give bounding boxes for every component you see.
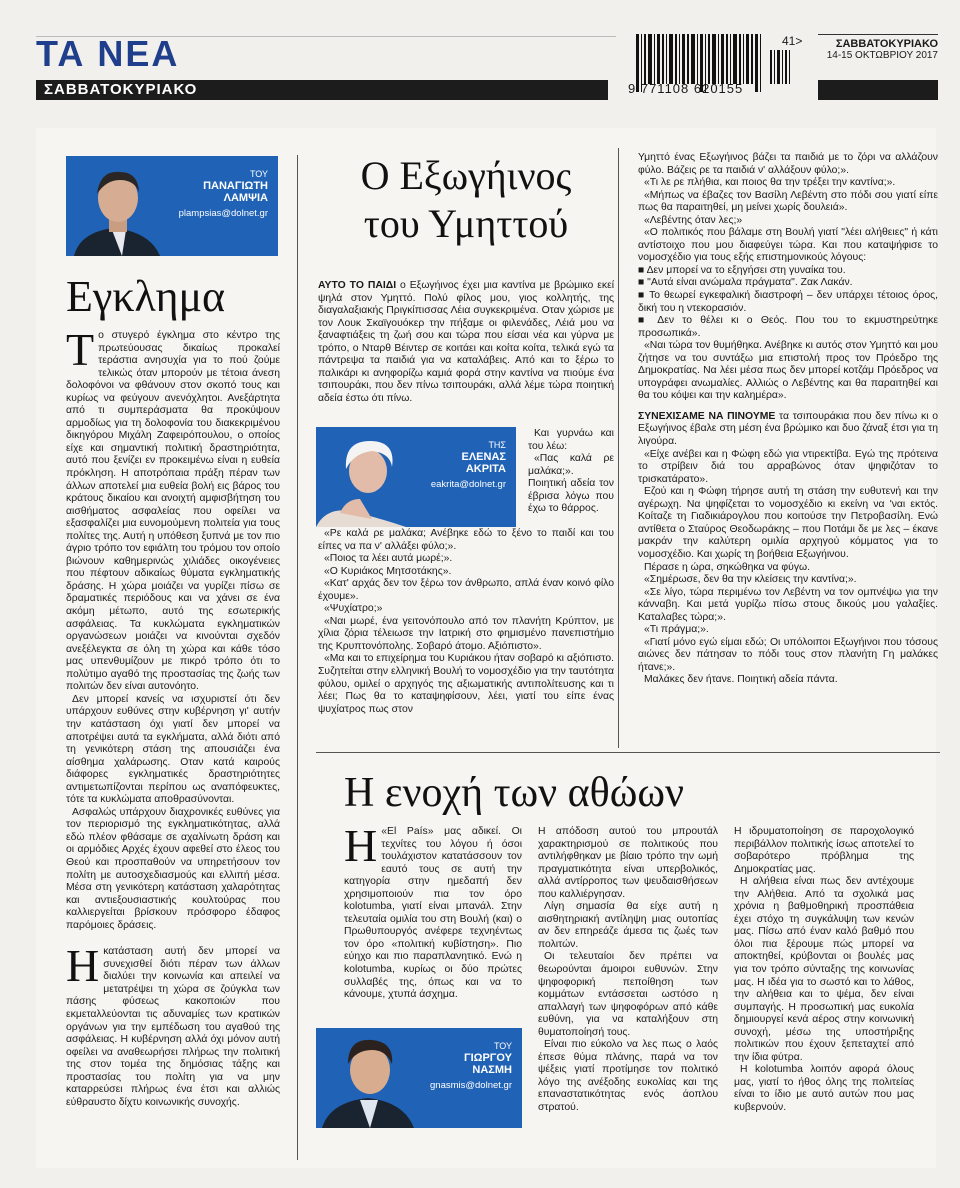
paragraph: Πέρασε η ώρα, σηκώθηκα να φύγω.	[644, 561, 811, 573]
paragraph: Η απόδοση αυτού του μπρουτάλ χαρακτηρισμού σε πολιτικούς που αντιλήφθηκαν με βίαιο τρόπο την ωμή πραγματικότητα είναι υπερβολικός, αλλά αντίρροπος των ψευδαισθήσεων που καλλιέργησαν.	[538, 826, 718, 900]
author-prefix: ΤΟΥ	[249, 169, 268, 179]
barcode-number: 9 771108 620155	[628, 81, 744, 96]
paragraph: Η kolotumba λοιπόν αφορά όλους μας, γιατί το ήθος όλης της πολιτείας είναι το ίδιο με αυτό αυτών που μας κυβερνούν.	[734, 1064, 914, 1114]
paragraph: «Είχε ανέβει και η Φώφη εδώ για ντιρεκτίβα. Εγώ της πρότεινα το στρίβειν διά του αρραβώνος όταν ψηφιζόταν το τρισκατάρατο».	[638, 448, 938, 485]
paragraph: «Σημέρωσε, δεν θα την κλείσεις την καντίνα;».	[644, 574, 857, 586]
bullet-item: ■ Δεν το θέλει κι ο Θεός. Που του το εκμυστηρεύτηκε προσωπικά».	[638, 315, 938, 339]
author-credit	[464, 1040, 512, 1076]
drop-cap: Η	[344, 826, 378, 871]
author-first-name: ΠΑΝΑΓΙΩΤΗ	[203, 180, 268, 192]
paragraph: «Ψυχίατρο;»	[324, 603, 383, 615]
author-prefix: ΤΗΣ	[488, 440, 506, 450]
author-last-name: ΛΑΜΨΙΑ	[223, 192, 268, 204]
article-body	[318, 528, 614, 716]
paragraph: Οι τελευταίοι δεν πρέπει να θεωρούνται άμοιροι ευθυνών. Στην ψηφοφορική πεποίθηση των κομμάτων εντάσσεται ωστόσο η απαλλαγή των ψηφοφόρων από κάθε ευθύνη, για να καταλήξουν στη θυματοποίησή τους.	[538, 951, 718, 1038]
article-body	[538, 826, 718, 1115]
paragraph-text: τα τσιπουράκια που δεν πίνω κι ο Εξωγήινος έβαλε στη μέση ένα βρώμικο και δυο ζάναξ έτσι για τη λιγούρα.	[638, 410, 938, 448]
author-email: gnasmis@dolnet.gr	[430, 1080, 512, 1091]
author-first-name: ΓΙΩΡΓΟΥ	[463, 1052, 512, 1064]
paragraph: «Λεβέντης όταν λες;»	[644, 214, 743, 226]
paragraph: Η αλήθεια είναι πως δεν αντέχουμε την Αλήθεια. Από τα σχολικά μας χρόνια η βαθμοθηρική προσπάθεια έχει στόχο τη συγκάλυψη των κενών μας. Πίσω από έναν καλό βαθμό που όλοι πια ξέρουμε πώς μπορεί να αποκτηθεί, κρύβονται οι βουλές μας για τον τρόπο σύνταξης της κοινωνίας μας. Η ιδέα για το σωστό και το λάθος, την αλήθεια και το ψέμα, δεν είναι συμπαγής. Η προσωπική μας ευκολία δημιουργεί κενά αέρος στην κοινωνική συνοχή, μέσω της υποστήριξης πολιτικών που έχουν ξεπεταχτεί από την ίδια φύτρα.	[734, 876, 914, 1063]
paragraph: Η ιδρυματοποίηση σε παροχολογικό περιβάλλον πολιτικής ίσως αποτελεί το σοβαρότερο πρόβλημα της Δημοκρατίας μας.	[734, 826, 914, 875]
article-body	[638, 152, 938, 687]
bullet-item: ■ Δεν μπορεί να το εξηγήσει στη γυναίκα του.	[638, 264, 846, 276]
paragraph: «Μήπως να έβαζες τον Βασίλη Λεβέντη στο πόδι σου γιατί είπε πως θα παραιτηθεί, μη μείνει χωρίς δουλειά».	[638, 189, 938, 214]
paragraph-text: ο Εξωγήινος έχει μια καντίνα με βρώμικο εκεί ψηλά στον Υμηττό. Πολύ φίλος μου, γιος κολλητής, της διαγαλαξιακής Πριγκίπισσας Λέια συγκεκριμένα. Οταν χώρισε με τον Λουκ Σκαϊγουόκερ την πήξαμε οι φιλενάδες, Λέιά μου να ξαναφτιάξεις τη ζωή σου και τώρα που είσαι νέα και γύρνα με τρόπο, ο Νταρθ Βέιντερ σε κοιτάει και κοίτα κοίτα, τελικά εγώ τα πάντρεψα τα παιδιά για να καταλάβεις. Από και το ξέρω το παλικάρι κι ανηφορίζω καμιά φορά στην καντίνα να πιούμε ένα τσιπουράκι, που δεν πίνω τσιπουράκι, αλλά λέμε τώρα ποιητική αδεία έστω ότι πίνω.	[318, 280, 614, 404]
paragraph: «Ναι τώρα τον θυμήθηκα. Ανέβηκε κι αυτός στον Υμηττό και μου ζήτησε να του συντάξω μια επιστολή προς τον Πρόεδρο της Δημοκρατίας. Να λέει μέσα πως δεν μπορεί κοτζάμ Πρόεδρος να υπογράφει ανωμαλίες. Αλλιώς ο Λεβέντης και θα παραιτηθεί και θα του κόψει και την καλημέρα».	[638, 340, 938, 402]
paragraph: «Ρε καλά ρε μαλάκα; Ανέβηκε εδώ το ξένο το παιδί και του είπες να πα ν' αλλάξει φύλο;».	[318, 528, 614, 552]
paragraph: «Πας καλά ρε μαλάκα;». Ποιητική αδεία τον έβρισα λόγω που έχω το θάρρος.	[528, 453, 614, 515]
paragraph: Λίγη σημασία θα είχε αυτή η αισθητηριακή αντίληψη μιας ουτοπίας αν δεν επηρεάζε άμεσα τις ζωές των πολιτών.	[538, 901, 718, 950]
edition-date: 14-15 ΟΚΤΩΒΡΙΟΥ 2017	[826, 50, 938, 61]
paragraph: Υμηττό ένας Εξωγήινος βάζει τα παιδιά με το ζόρι να αλλάζουν φύλο. Βάζεις ρε τα παιδιά ν' αλλάξουν φύλο;».	[638, 152, 938, 176]
author-photo	[316, 427, 426, 527]
paragraph	[318, 280, 614, 405]
paragraph: «Ο πολιτικός που βάλαμε στη Βουλή γιατί "λέει αλήθειες" ή κάτι αντίστοιχο που μου διαφεύγει τώρα. Και που καταψήφισε το νομοσχέδιο για τους εξής επιστημονικούς λόγους:	[638, 227, 938, 264]
paragraph: «Μα και το επιχείρημα του Κυριάκου ήταν σοβαρό κι αξιόπιστο. Συζητείται στην ελληνική Βουλή το νομοσχέδιο για την ταυτότητα φύλου, ομιλεί ο αρχηγός της αξιωματικής αντιπολίτευσης και τι λέει; Πως θα το καταψηφίσουν, λέει, γιατί του είπε ένας ψυχίατρος πως στον	[318, 653, 614, 715]
column-divider	[618, 148, 619, 748]
paragraph: «El País» μας αδικεί. Οι τεχνίτες του λόγου ή όσοι τουλάχιστον κατατάσσουν τον εαυτό τους σε αυτή την κατηγορία στην ημεδαπή δεν χρησιμοποιούν πια τον όρο kolotumba, γιατί είναι μπανάλ. Στην τελευταία ομιλία του στη Βουλή (και) ο Πρωθυπουργός ανέφερε τεχνηέντως τον όρο «πολιτική κυβίστηση». Πιο εύηχο και πιο παραπλανητικό. Ενώ η kolotumba, κυρίως οι δύο πρώτες συλλαβές της, όπως και να το κάνουμε, χτυπά άσχημα.	[344, 826, 522, 1001]
author-last-name: ΝΑΣΜΗ	[472, 1064, 512, 1076]
article-body	[734, 826, 914, 1115]
section-divider	[316, 752, 940, 753]
paragraph: «Σε λίγο, τώρα περιμένω τον Λεβέντη να τον ομπνέψω για την κάνναβη. Και μετά γυρίζω πίσω στους δικούς μου γαλαξίες. Καταλαβες τώρα;».	[638, 586, 938, 623]
article-title: Η ενοχή των αθώων	[344, 770, 684, 816]
author-box	[316, 427, 516, 527]
author-prefix: ΤΟΥ	[493, 1041, 512, 1051]
masthead-right-bar	[818, 80, 938, 100]
paragraph: Μαλάκες δεν ήτανε. Ποιητική αδεία πάντα.	[644, 674, 838, 686]
drop-cap: Τ	[66, 324, 95, 375]
article-body-wrap	[528, 428, 614, 516]
title-line: Ο Εξωγήινος	[360, 153, 572, 198]
paragraph: Δεν μπορεί κανείς να ισχυριστεί ότι δεν υπάρχουν ευθύνες στην κυβέρνηση γι' αυτήν την κατάσταση όχι γιατί δεν μπορεί να αποτρέψει αυτά τα εγκλήματα, αλλά διότι από τη γενικότερη στάση της απουσιάζει ένα αίσθημα χαλάρωσης. Οταν κατά καιρούς διάφορες εγκληματικές δραστηριότητες αντιμετωπίζονται περίπου ως αναπόφευκτες, τότε τα κυκλώματα αποθρασύνονται.	[66, 693, 280, 806]
supplement-bar	[36, 80, 608, 100]
paragraph: «Τι πράγμα;».	[644, 624, 709, 636]
paragraph: Και γυρνάω και του λέω:	[528, 428, 614, 452]
article-body	[318, 280, 614, 425]
paragraph: Εζού και η Φώφη τήρησε αυτή τη στάση την ευθυτενή και την αγέρωχη. Να ψηφίζεται το νομοσχέδιο κι εκείνη να 'ναι εκτός. Κοίταζε τη Γιαδικιάρογλου που κοιτούσε την Πετροβασίλη. Ενώ αντίθετα ο Σταύρος Θεοδωράκης – που Ποτάμι δε με λες – έκανε μακράν την καλύτερη ομιλία αρχηγού κόμματος για το νομοσχέδιο. Και χωρίς τη βοήθεια Εξωγήινου.	[638, 486, 938, 560]
page-code: 41>	[782, 34, 803, 48]
newspaper-logo: ΤΑ ΝΕΑ	[36, 33, 180, 74]
author-last-name: ΑΚΡΙΤΑ	[465, 463, 506, 475]
lead-in: ΣΥΝΕΧΙΣΑΜΕ ΝΑ ΠΙΝΟΥΜΕ	[638, 410, 776, 422]
edition-name: ΣΑΒΒΑΤΟΚΥΡΙΑΚΟ	[818, 34, 938, 51]
lead-in: ΑΥΤΟ ΤΟ ΠΑΙΔΙ	[318, 280, 397, 291]
paragraph: «Ναι μωρέ, ένα γειτονόπουλο από τον πλανήτη Κρύπτον, με χίλια ζόρια τέλειωσε την Ιατρική στο φημισμένο πανεπιστήμιο της Κρυπτονόπολης. Σοβαρό άτομο. Αξιόπιστο».	[318, 615, 614, 652]
article-body	[66, 324, 280, 1109]
author-first-name: ΕΛΕΝΑΣ	[461, 451, 506, 463]
drop-cap: Η	[66, 940, 100, 992]
paragraph: ο στυγερό έγκλημα στο κέντρο της πρωτεύουσας δικαίως προκαλεί τεράστια ανησυχία για το πού ζούμε τελικώς όταν μπορούν με τέτοια άνεση δολοφόνοι να φθάνουν στον σκοπό τους και κυρίως να φεύγουν ανενόχλητοι. Ανεξάρτητα από τι συμπεράσματα θα προκύψουν αρμοδίως για τη δολοφονία του διακεκριμένου δικηγόρου Μιχάλη Ζαφειρόπουλου, ο οποίος είχε και σημαντική πολιτική δραστηριότητα, αυτό που ξενίζει εν προκειμένω είναι η ευθεία πρόκληση. Η αποτρόπαια πράξη πέραν των άλλων αποτελεί μια ευθεία βολή εις βάρος του κράτους δικαίου και ανοιχτή αμφισβήτηση του αισθήματος ασφαλείας που οφείλει να εξασφαλίζει μια ευνομούμενη πολιτεία για τους πολίτες της. Αυτή η υπόθεση ξυπνά με τον πιο άγριο τρόπο τον εφιάλτη του τρόμου τον οποίο βιώνουν καθημερινώς χιλιάδες οικογένειες που πέφτουν αδικαίως θύματα εγκληματικής δράσης. Η χώρα μοιάζει να γυρίζει πίσω σε δραματικές περιόδους και να χάνει σε ένα ακόμη μέτωπο, αυτό της εσωτερικής ασφάλειας. Τα κυκλώματα εγκληματικών οργανώσεων μοιάζει να κινούνται σχεδόν ανεξέλεγκτα σε όλη τη χώρα και κάθε τόσο μας υπενθυμίζουν με πικρό τρόπο ότι το πολύτιμο αγαθό της προστασίας της ζωής των πολιτών δεν είναι αυτονόητο.	[66, 330, 280, 693]
paragraph: κατάσταση αυτή δεν μπορεί να συνεχισθεί διότι πέραν των άλλων διαλύει την κοινωνία και απειλεί να μετατρέψει τη χώρα σε ζούγκλα των πάσης φύσεως κακοποιών που εκμεταλλεύονται τις αδυναμίες των κρατικών οργάνων για την εμπέδωση του αγαθού της ασφάλειας. Η κυβέρνηση αλλά όχι μόνον αυτή οφείλει να αναθεωρήσει πλήρως την πολιτική της στον τομέα της δημόσιας τάξης και προστασίας του πολίτη για να μην καταρρεύσει πλήρως ένα έτσι και αλλιώς εύθραυστο δίχτυ κοινωνικής συνοχής.	[66, 946, 280, 1108]
title-line: του Υμηττού	[363, 201, 569, 246]
paragraph: «Τι λε ρε πλήθια, και ποιος θα την τρέξει την καντίνα;».	[644, 177, 896, 189]
article-title	[318, 152, 614, 248]
author-credit	[203, 168, 268, 204]
paragraph: «Ποιος τα λέει αυτά μωρέ;».	[324, 553, 453, 565]
supplement-label: ΣΑΒΒΑΤΟΚΥΡΙΑΚΟ	[44, 81, 198, 98]
author-email: eakrita@dolnet.gr	[430, 479, 506, 490]
paragraph: Ασφαλώς υπάρχουν διαχρονικές ευθύνες για τον περιορισμό της εγκληματικότητας, αλλά εδώ πλέον φθάσαμε σε αχαλίνωτη δράση και οι αρμόδιες Αρχές έχουν αφεθεί στο έλεος του Θεού και προσπαθούν να υπηρετήσουν τον πολίτη με αυτοσχεδιασμούς και ελλιπή μέσα. Μέσα στη γενικότερη κατάσταση χαλαρότητας και αντιεξουσιαστικής κουλτούρας που καλλιεργείται βρίσκουν πρόσφορο έδαφος παρόμοιες δράσεις.	[66, 806, 280, 931]
author-box	[66, 156, 278, 256]
article-title: Εγκλημα	[66, 272, 226, 321]
paragraph	[638, 411, 938, 449]
column-divider	[297, 155, 298, 1160]
paragraph: Είναι πιο εύκολο να λες πως ο λαός έπεσε θύμα πλάνης, παρά να τον ψέξεις γιατί προτίμησε τον πολιτικό λόγο της ανέξοδης ευκολίας και της επαναστατικότητας ενός άοπλου στρατού.	[538, 1039, 718, 1114]
paragraph: «Ο Κυριάκος Μητσοτάκης».	[324, 565, 452, 577]
paragraph: «Γιατί μόνο εγώ είμαι εδώ; Οι υπόλοιποι Εξωγήινοι που τόσους αιώνες δεν πάτησαν το πόδι τους στον πλανήτη Γη μαλάκες ήτανε;».	[638, 636, 938, 673]
author-photo	[66, 156, 176, 256]
author-box	[316, 1028, 522, 1128]
author-photo	[316, 1028, 426, 1128]
author-credit	[462, 439, 507, 475]
author-email: plampsias@dolnet.gr	[178, 208, 268, 219]
bullet-item: ■ "Αυτά είναι ανώμαλα πράγματα". Ζακ Λακάν.	[638, 277, 853, 289]
paragraph: «Κατ' αρχάς δεν τον ξέρω τον άνθρωπο, απλά έναν κοινό φίλο έχουμε».	[318, 578, 614, 602]
bullet-item: ■ Το θεωρεί εγκεφαλική διαστροφή – δεν υπάρχει τέτοιος όρος, δική του η ντεκορασιόν.	[638, 290, 938, 314]
